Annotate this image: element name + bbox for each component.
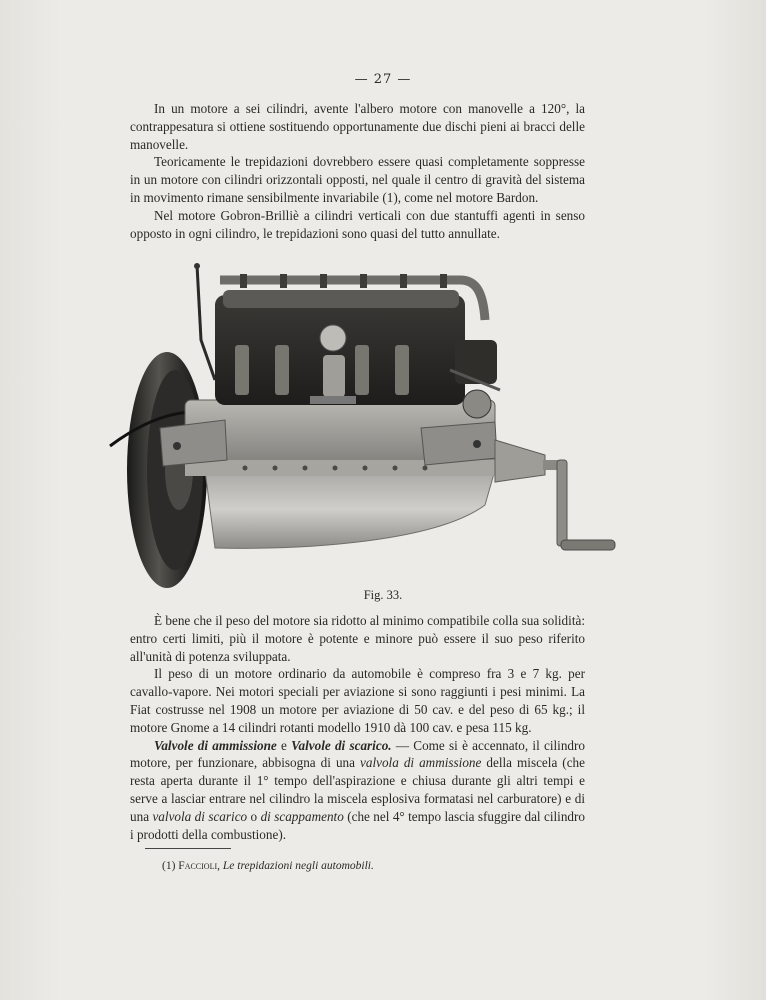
text-run: o [247,808,261,824]
heading-intake-valves: Valvole di ammissione [154,737,277,753]
paragraph: È bene che il peso del motore sia ridotto al minimo compatibile colla sua solidità: entro certi limiti, più il motore è potente e minore può essere il suo peso riferito all'unità di potenza sviluppata. [130,613,585,664]
footnote-rule [145,848,231,849]
text-run: — Come si è accennato, il cilindro motore, per funzionare, abbisogna di una [130,737,586,771]
sump-shape [205,470,495,548]
text-run: della miscela (che resta aperta durante il 1° tempo dell'aspirazione e chiusa durante gli altri tempi e serve a lasciar entrare nel cilindro la miscela esplosiva formatasi nel carburatore) e di una [130,755,585,824]
bottom-text-block [130,612,585,843]
italic-term: di scappamento [260,808,344,824]
figure-caption: Fig. 33. [363,588,403,602]
paragraph: Il peso di un motore ordinario da automobile è compreso fra 3 e 7 kg. per cavallo-vapore. Nei motori speciali per aviazione si sono raggiunti i pesi minimi. La Fiat costrusse nel 1908 un motore per aviazione di 50 cav. e del peso di 65 kg.; il motore Gnome a 14 cilindri rotanti modello 1910 dà 100 cav. e pesa 115 kg. [130,666,585,735]
italic-term: valvola di ammissione [360,755,482,771]
footnote-title: Le trepidazioni negli automobili. [222,860,374,872]
paragraph-valves [130,737,585,844]
italic-term: valvola di scarico [152,808,248,824]
starting-crank-shape [557,460,567,546]
page-number: — 27 — [354,72,412,87]
heading-connector: e [276,737,292,753]
footnote [162,860,374,872]
footnote-separator: , [217,860,223,872]
top-text-block [130,100,585,242]
paragraph: Nel motore Gobron-Brilliè a cilindri verticali con due stantuffi agenti in senso opposto in ogni cilindro, le trepidazioni sono quasi del tutto annullate. [130,207,585,241]
paragraph: Teoricamente le trepidazioni dovrebbero essere quasi completamente soppresse in un motore con cilindri orizzontali opposti, nel quale il centro di gravità del sistema in movimento rimane sensibilmente invariabile (1), come nel motore Bardon. [130,154,585,205]
paragraph: In un motore a sei cilindri, avente l'albero motore con manovelle a 120°, la contrappesatura si ottiene sostituendo opportunamente due dischi pieni ai bracci delle manovelle. [130,101,585,152]
footnote-author: Faccioli [178,860,218,872]
footnote-marker: (1) [162,860,179,872]
engine-photograph [105,260,620,590]
text-run: (che nel 4° tempo lascia sfuggire dal cilindro i prodotti della combustione). [130,808,586,842]
heading-exhaust-valves: Valvole di scarico. [291,737,392,753]
